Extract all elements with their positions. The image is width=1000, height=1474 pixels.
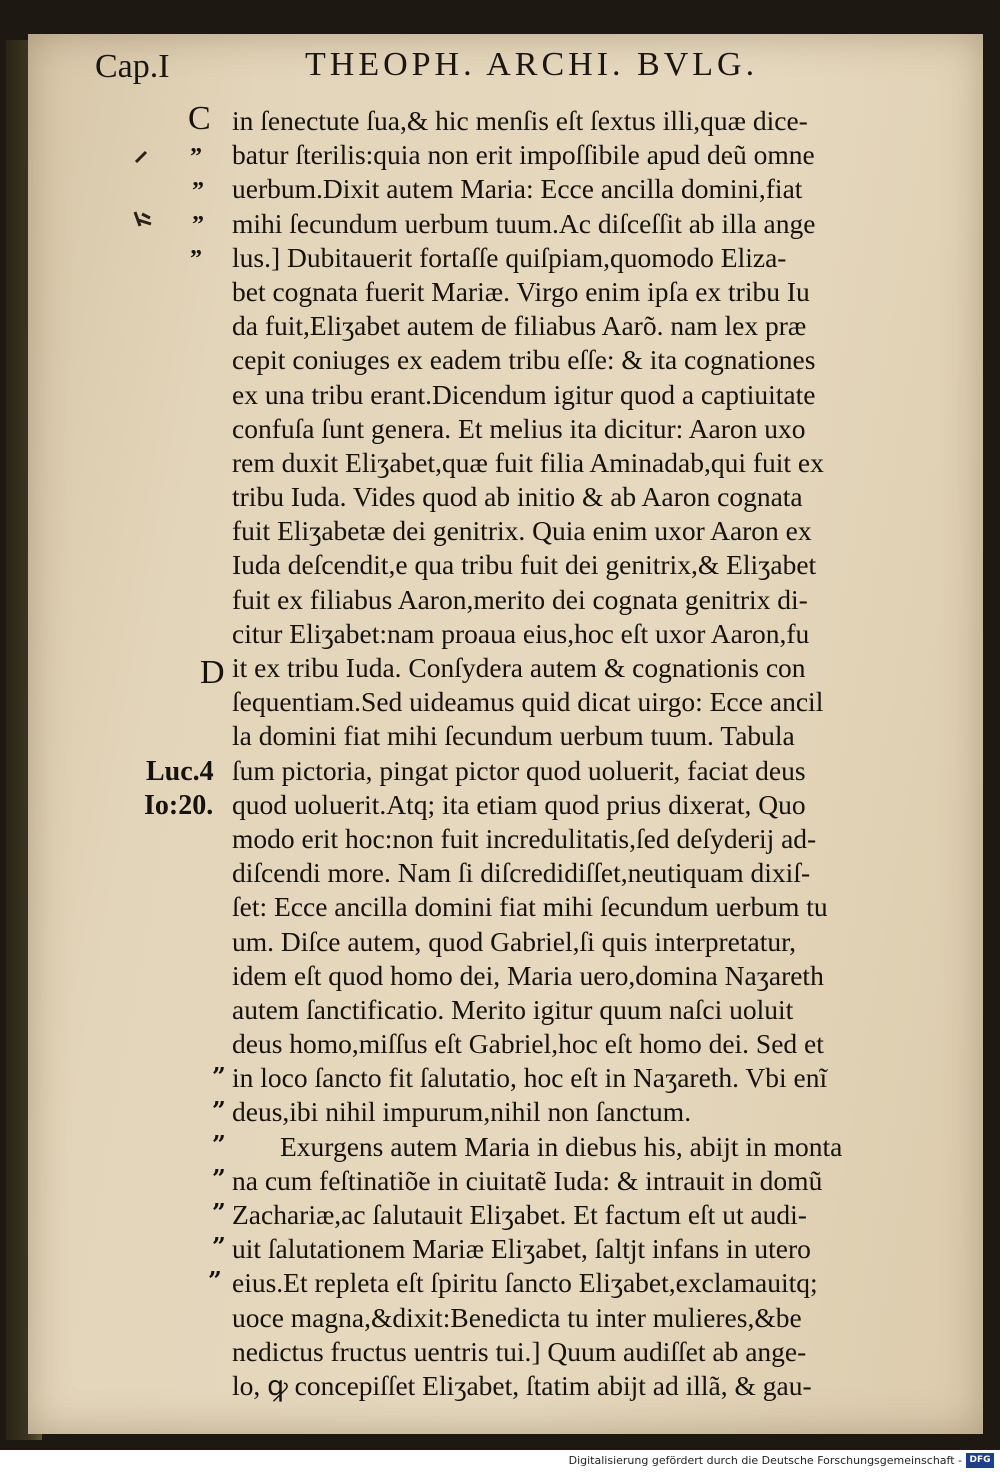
text-line: eius.Et repleta eſt ſpiritu ſancto Eliʒabet,exclamauitq; (232, 1267, 818, 1299)
text-line: in loco ſancto fit ſalutatio, hoc eſt in Naʒareth. Vbi enĩ (232, 1062, 828, 1094)
text-line: tribu Iuda. Vides quod ab initio & ab Aaron cognata (232, 481, 803, 513)
text-line: lo, ꝙ concepiſſet Eliʒabet, ſtatim abijt ad illã, & gau- (232, 1369, 812, 1401)
body-text (232, 104, 940, 1403)
quote-mark: ” (212, 1096, 226, 1125)
text-line: fuit Eliʒabetæ dei genitrix. Quia enim uxor Aaron ex (232, 515, 812, 547)
dfg-logo: DFG (966, 1453, 994, 1468)
footer-band (0, 1450, 1000, 1474)
ink-blot-icon (132, 208, 154, 230)
text-line: in ſenectute ſua,& hic menſis eſt ſextus illi,quæ dice- (232, 105, 808, 136)
section-letter-d: D (200, 654, 225, 691)
digitization-credit: Digitalisierung gefördert durch die Deutsche Forschungsgemeinschaft - (568, 1454, 962, 1467)
text-line: lus.] Dubitauerit fortaſſe quiſpiam,quomodo Eliza- (232, 241, 787, 273)
scripture-reference: Luc.4 (146, 756, 214, 787)
text-line: na cum feſtinatiõe in ciuitatẽ Iuda: & intrauit in domũ (232, 1164, 823, 1196)
text-line: cepit coniuges ex eadem tribu eſſe: & ita cognationes (232, 344, 816, 376)
quote-mark: ” (192, 212, 204, 238)
text-line: uoce magna,&dixit:Benedicta tu inter mulieres,&be (232, 1301, 802, 1333)
text-line: uerbum.Dixit autem Maria: Ecce ancilla domini,fiat (232, 173, 803, 205)
running-head (95, 44, 935, 94)
ink-mark-icon (134, 148, 150, 164)
text-line: citur Eliʒabet:nam proaua eius,hoc eſt uxor Aaron,fu (232, 617, 810, 649)
text-line: ſequentiam.Sed uideamus quid dicat uirgo: Ecce ancil (232, 686, 824, 718)
text-line: bet cognata fuerit Mariæ. Virgo enim ipſa ex tribu Iu (232, 275, 810, 307)
text-line: it ex tribu Iuda. Conſydera autem & cognationis con (232, 652, 806, 683)
quote-mark: ” (192, 178, 204, 204)
text-line: la domini fiat mihi ſecundum uerbum tuum. Tabula (232, 720, 795, 752)
text-line: quod uoluerit.Atq; ita etiam quod prius dixerat, Quo (232, 788, 806, 820)
quote-mark: ” (190, 246, 202, 272)
quote-mark: ” (212, 1062, 226, 1091)
text-line: nedictus fructus uentris tui.] Quum audiſſet ab ange- (232, 1335, 807, 1367)
text-line: um. Diſce autem, quod Gabriel,ſi quis interpretatur, (232, 925, 797, 957)
scripture-reference: Io:20. (144, 790, 214, 821)
text-line: ſet: Ecce ancilla domini fiat mihi ſecundum uerbum tu (232, 891, 828, 923)
text-line: Zachariæ,ac ſalutauit Eliʒabet. Et factum eſt ut audi- (232, 1199, 807, 1230)
running-title: THEOPH. ARCHI. BVLG. (305, 46, 759, 83)
quote-mark: ” (212, 1198, 226, 1227)
text-line: modo erit hoc:non fuit incredulitatis,ſed deſyderij ad- (232, 822, 817, 854)
section-letter-c: C (188, 100, 211, 137)
text-line: autem ſanctificatio. Merito igitur quum naſci uoluit (232, 993, 794, 1025)
quote-mark: ” (208, 1266, 222, 1295)
text-line: confuſa ſunt genera. Et melius ita dicitur: Aaron uxo (232, 412, 806, 444)
text-line: Exurgens autem Maria in diebus his, abijt in monta (280, 1130, 843, 1162)
text-line: ex una tribu erant.Dicendum igitur quod a captiuitate (232, 378, 816, 410)
text-line: diſcendi more. Nam ſi diſcredidiſſet,neutiquam dixiſ- (232, 857, 811, 889)
text-line: ſum pictoria, pingat pictor quod uoluerit, faciat deus (232, 754, 806, 786)
text-line: uit ſalutationem Mariæ Eliʒabet, ſaltjt infans in utero (232, 1233, 811, 1265)
text-line: batur ſterilis:quia non erit impoſſibile apud deũ omne (232, 139, 815, 171)
text-line: Iuda deſcendit,e qua tribu fuit dei genitrix,& Eliʒabet (232, 549, 817, 581)
text-line: da fuit,Eliʒabet autem de filiabus Aarõ. nam lex præ (232, 310, 807, 342)
text-line: deus,ibi nihil impurum,nihil non ſanctum. (232, 1096, 692, 1128)
quote-mark: ” (190, 144, 202, 170)
quote-mark: ” (212, 1232, 226, 1261)
text-line: fuit ex filiabus Aaron,merito dei cognata genitrix di- (232, 583, 808, 615)
chapter-label: Cap.I (95, 48, 170, 85)
text-line: rem duxit Eliʒabet,quæ fuit filia Aminadab,qui fuit ex (232, 446, 824, 478)
quote-mark: ” (212, 1164, 226, 1193)
quote-mark: ” (212, 1130, 226, 1159)
text-line: mihi ſecundum uerbum tuum.Ac diſceſſit ab illa ange (232, 207, 816, 239)
text-line: deus homo,miſſus eſt Gabriel,hoc eſt homo dei. Sed et (232, 1028, 824, 1060)
text-line: idem eſt quod homo dei, Maria uero,domina Naʒareth (232, 959, 824, 991)
